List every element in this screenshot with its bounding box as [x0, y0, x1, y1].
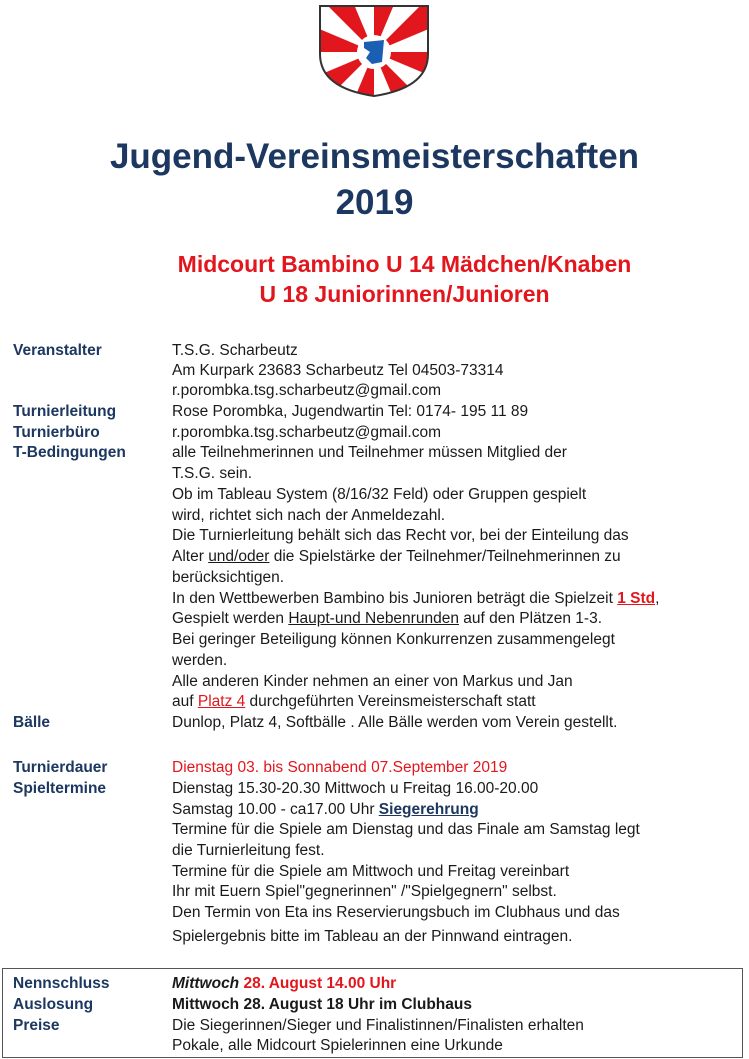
turnierdauer-text: Dienstag 03. bis Sonnabend 07.September 2019 — [172, 759, 508, 776]
label-preise: Preise — [13, 1017, 60, 1034]
bedingungen-line — [172, 589, 659, 610]
text: Alter — [172, 548, 209, 565]
preise-line: Pokale, alle Midcourt Spielerinnen eine Urkunde — [172, 1037, 503, 1054]
bedingungen-line — [172, 692, 536, 713]
label-turnierbuero: Turnierbüro — [13, 424, 100, 441]
spieltermine-line: Termine für die Spiele am Dienstag und das Finale am Samstag legt — [172, 821, 640, 838]
spieltermine-line: Spielergebnis bitte im Tableau an der Pinnwand eintragen. — [172, 928, 573, 945]
label-bedingungen: T-Bedingungen — [13, 444, 126, 461]
label-auslosung: Auslosung — [13, 996, 94, 1013]
text: die Spielstärke der Teilnehmer/Teilnehmerinnen zu — [269, 548, 621, 565]
label-turnierleitung: Turnierleitung — [13, 403, 117, 420]
auslosung-text: Mittwoch 28. August 18 Uhr im Clubhaus — [172, 996, 472, 1013]
underlined-text: und/oder — [208, 548, 270, 565]
subtitle-category-2: U 18 Juniorinnen/Junioren — [259, 281, 550, 307]
preise-line: Die Siegerinnen/Sieger und Finalistinnen/Finalisten erhalten — [172, 1017, 584, 1034]
veranstalter-address: Am Kurpark 23683 Scharbeutz Tel 04503-73314 — [172, 362, 504, 379]
spieltermine-line: Ihr mit Euern Spiel"gegnerinnen" /"Spielgegnern" selbst. — [172, 883, 557, 900]
highlight-platz: Platz 4 — [197, 693, 246, 710]
spieltermine-line — [172, 800, 479, 821]
bedingungen-line: Ob im Tableau System (8/16/32 Feld) oder Gruppen gespielt — [172, 486, 587, 503]
bedingungen-line: werden. — [172, 652, 228, 669]
spieltermine-line: Dienstag 15.30-20.30 Mittwoch u Freitag 16.00-20.00 — [172, 780, 539, 797]
spieltermine-line: die Turnierleitung fest. — [172, 842, 325, 859]
bedingungen-line: Alle anderen Kinder nehmen an einer von Markus und Jan — [172, 673, 573, 690]
highlight-spielzeit: 1 Std — [617, 590, 656, 607]
spieltermine-line: Den Termin von Eta ins Reservierungsbuch im Clubhaus und das — [172, 904, 620, 921]
text: auf den Plätzen 1-3. — [458, 610, 602, 627]
nennschluss-text — [172, 974, 396, 995]
nennschluss-date: 28. August 14.00 Uhr — [239, 975, 397, 992]
label-veranstalter: Veranstalter — [13, 342, 102, 359]
text: Samstag 10.00 - ca17.00 Uhr — [172, 801, 379, 818]
bedingungen-line: wird, richtet sich nach der Anmeldezahl. — [172, 507, 446, 524]
bedingungen-line: berücksichtigen. — [172, 569, 285, 586]
nennschluss-day: Mittwoch — [172, 975, 240, 992]
bedingungen-line — [172, 547, 621, 568]
bedingungen-line: Die Turnierleitung behält sich das Recht vor, bei der Einteilung das — [172, 527, 629, 544]
text: auf — [172, 693, 198, 710]
subtitle-category-1: Midcourt Bambino U 14 Mädchen/Knaben — [177, 251, 632, 277]
veranstalter-email: r.porombka.tsg.scharbeutz@gmail.com — [172, 382, 442, 399]
page-title: Jugend-Vereinsmeisterschaften — [109, 137, 640, 176]
baelle-text: Dunlop, Platz 4, Softbälle . Alle Bälle werden vom Verein gestellt. — [172, 714, 618, 731]
highlight-siegerehrung: Siegerehrung — [378, 801, 479, 818]
text: Gespielt werden — [172, 610, 289, 627]
label-turnierdauer: Turnierdauer — [13, 759, 108, 776]
text: , — [655, 590, 660, 607]
turnierbuero-email: r.porombka.tsg.scharbeutz@gmail.com — [172, 424, 442, 441]
bedingungen-line: T.S.G. sein. — [172, 465, 253, 482]
underlined-text: Haupt-und Nebenrunden — [288, 610, 459, 627]
label-spieltermine: Spieltermine — [13, 780, 107, 797]
turnierleitung-text: Rose Porombka, Jugendwartin Tel: 0174- 195 11 89 — [172, 403, 529, 420]
label-nennschluss: Nennschluss — [13, 975, 110, 992]
page-title-year: 2019 — [335, 183, 414, 222]
text: In den Wettbewerben Bambino bis Junioren beträgt die Spielzeit — [172, 590, 618, 607]
label-baelle: Bälle — [13, 714, 51, 731]
coat-of-arms-logo — [316, 2, 432, 98]
bedingungen-line — [172, 609, 602, 630]
text: durchgeführten Vereinsmeisterschaft statt — [245, 693, 536, 710]
bedingungen-line: Bei geringer Beteiligung können Konkurrenzen zusammengelegt — [172, 631, 615, 648]
spieltermine-line: Termine für die Spiele am Mittwoch und Freitag vereinbart — [172, 863, 570, 880]
bedingungen-line: alle Teilnehmerinnen und Teilnehmer müssen Mitglied der — [172, 444, 567, 461]
veranstalter-name: T.S.G. Scharbeutz — [172, 342, 298, 359]
